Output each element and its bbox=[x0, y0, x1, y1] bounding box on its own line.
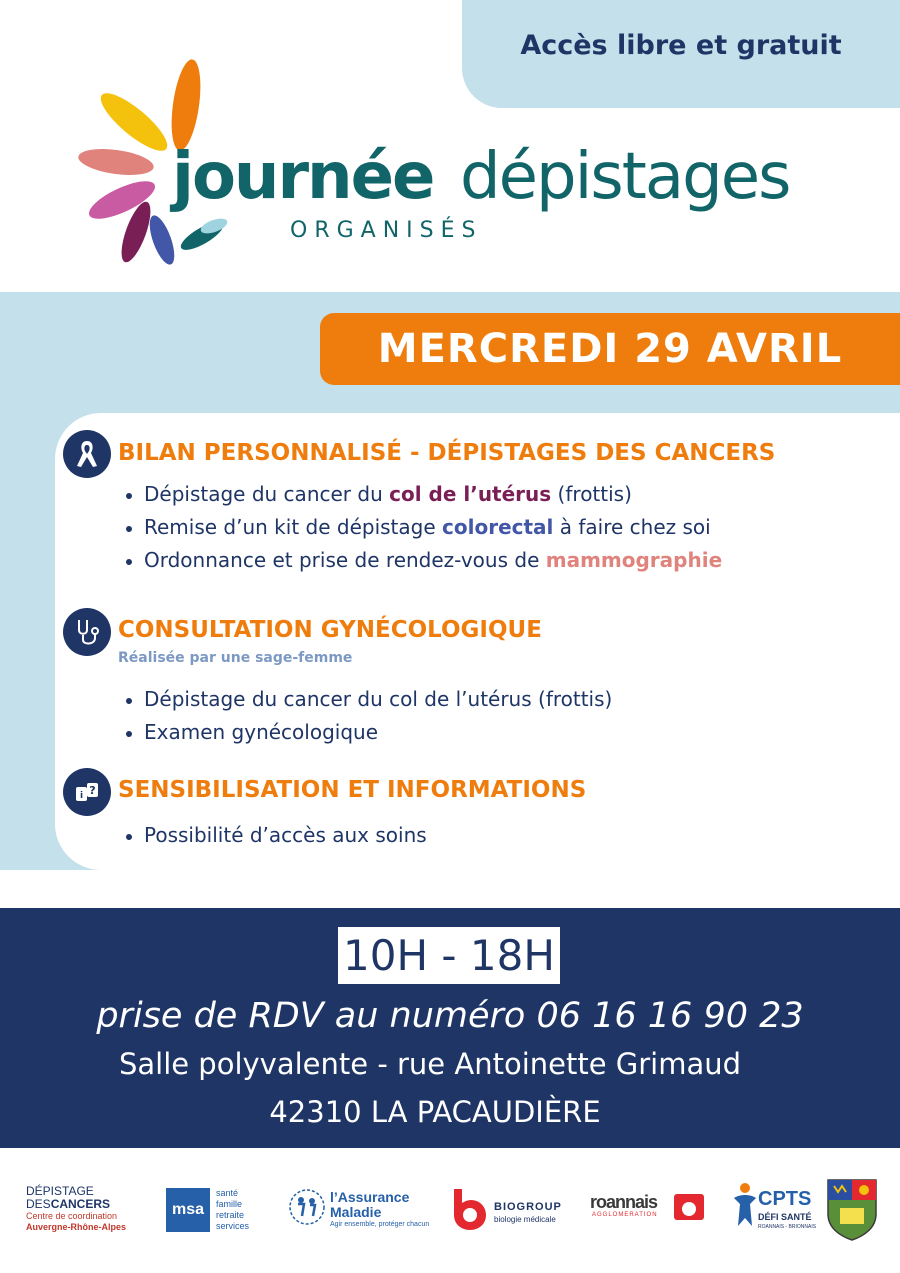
partner-coat-of-arms bbox=[826, 1178, 878, 1246]
msa-mark: msa bbox=[166, 1188, 210, 1232]
access-label: Accès libre et gratuit bbox=[520, 30, 842, 61]
list-item: Dépistage du cancer du col de l’utérus (frottis) bbox=[120, 683, 612, 716]
address-street: Salle polyvalente - rue Antoinette Grimaud bbox=[118, 1047, 742, 1081]
list-item: Examen gynécologique bbox=[120, 716, 612, 749]
section-subtitle-consultation: Réalisée par une sage-femme bbox=[118, 650, 353, 666]
section-list-consultation bbox=[120, 683, 612, 749]
stethoscope-icon bbox=[63, 608, 111, 656]
section-title-consultation: CONSULTATION GYNÉCOLOGIQUE bbox=[118, 617, 542, 643]
address-city: 42310 LA PACAUDIÈRE bbox=[269, 1095, 601, 1129]
svg-text:i: i bbox=[79, 791, 84, 801]
logo-word-depistages: dépistages bbox=[460, 140, 790, 214]
section-list-bilan bbox=[120, 478, 722, 577]
logo-subtitle: ORGANISÉS bbox=[290, 218, 483, 243]
assurance-figures-icon bbox=[288, 1188, 326, 1226]
highlight-colorectal: colorectal bbox=[442, 515, 554, 539]
section-title-bilan: BILAN PERSONNALISÉ - DÉPISTAGES DES CANCERS bbox=[118, 440, 776, 466]
partner-depistage-cancers: DÉPISTAGE DESCANCERS Centre de coordination Auvergne-Rhône-Alpes bbox=[26, 1184, 127, 1232]
list-item: Remise d’un kit de dépistage colorectal à faire chez soi bbox=[120, 511, 722, 544]
cpts-figure-icon bbox=[728, 1180, 762, 1236]
event-date: MERCREDI 29 AVRIL bbox=[377, 326, 843, 372]
opening-hours: 10H - 18H bbox=[343, 931, 555, 980]
ribbon-icon bbox=[63, 430, 111, 478]
svg-text:?: ? bbox=[89, 784, 96, 797]
biogroup-b-icon bbox=[450, 1187, 488, 1231]
list-item: Ordonnance et prise de rendez-vous de mammographie bbox=[120, 544, 722, 577]
coat-of-arms-icon bbox=[826, 1178, 878, 1242]
list-item: Possibilité d’accès aux soins bbox=[120, 819, 427, 852]
highlight-mammographie: mammographie bbox=[545, 548, 723, 572]
section-title-sensibilisation: SENSIBILISATION ET INFORMATIONS bbox=[118, 777, 587, 803]
highlight-col-uterus: col de l’utérus bbox=[389, 482, 552, 506]
section-list-sensibilisation bbox=[120, 819, 427, 852]
list-item: Dépistage du cancer du col de l’utérus (frottis) bbox=[120, 478, 722, 511]
appointment-phone: prise de RDV au numéro 06 16 16 90 23 bbox=[96, 996, 804, 1036]
roannais-mark-icon bbox=[674, 1192, 704, 1222]
info-question-icon bbox=[63, 768, 111, 816]
logo-word-journee: journée bbox=[172, 140, 434, 214]
